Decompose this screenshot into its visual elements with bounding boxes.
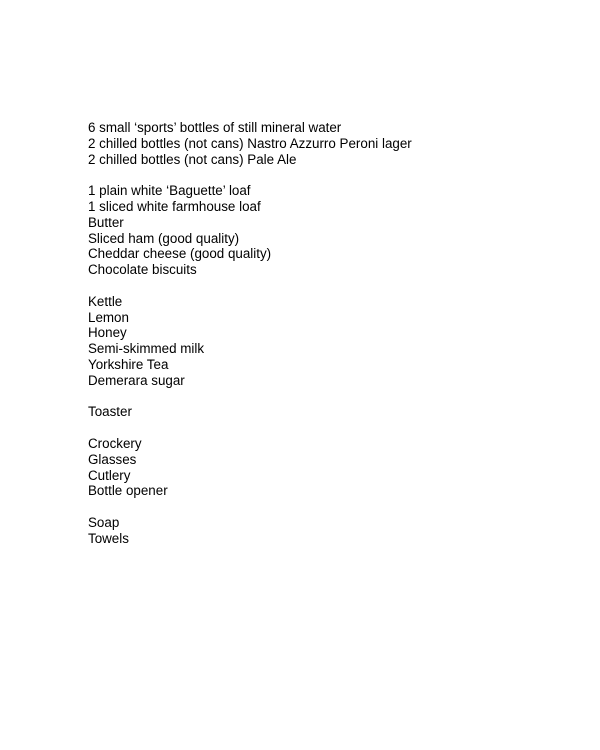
list-item: Demerara sugar [88, 372, 185, 388]
list-item: Chocolate biscuits [88, 262, 197, 278]
list-item: 1 sliced white farmhouse loaf [88, 198, 261, 214]
list-group-appliance [88, 404, 588, 420]
list-item: Lemon [88, 309, 129, 325]
list-group-drinks [88, 120, 588, 167]
list-item: Kettle [88, 293, 123, 309]
list-item: Cheddar cheese (good quality) [88, 246, 272, 262]
item-list [88, 120, 588, 562]
list-group-tableware [88, 436, 588, 499]
list-item: Bottle opener [88, 483, 168, 499]
list-item: 2 chilled bottles (not cans) Pale Ale [88, 151, 297, 167]
list-item: Honey [88, 325, 127, 341]
list-item: 1 plain white ‘Baguette’ loaf [88, 183, 251, 199]
list-item: Towels [88, 530, 129, 546]
list-item: Butter [88, 214, 124, 230]
list-group-food [88, 183, 588, 278]
list-item: 6 small ‘sports’ bottles of still mineral water [88, 120, 342, 135]
list-item: 2 chilled bottles (not cans) Nastro Azzurro Peroni lager [88, 135, 412, 151]
list-item: Yorkshire Tea [88, 356, 169, 372]
list-item: Soap [88, 514, 120, 530]
list-item: Crockery [88, 435, 142, 451]
list-item: Sliced ham (good quality) [88, 230, 240, 246]
list-item: Cutlery [88, 467, 131, 483]
list-item: Toaster [88, 404, 132, 420]
list-group-tea [88, 294, 588, 389]
list-item: Glasses [88, 451, 137, 467]
list-item: Semi-skimmed milk [88, 341, 205, 357]
list-group-bathroom [88, 515, 588, 547]
